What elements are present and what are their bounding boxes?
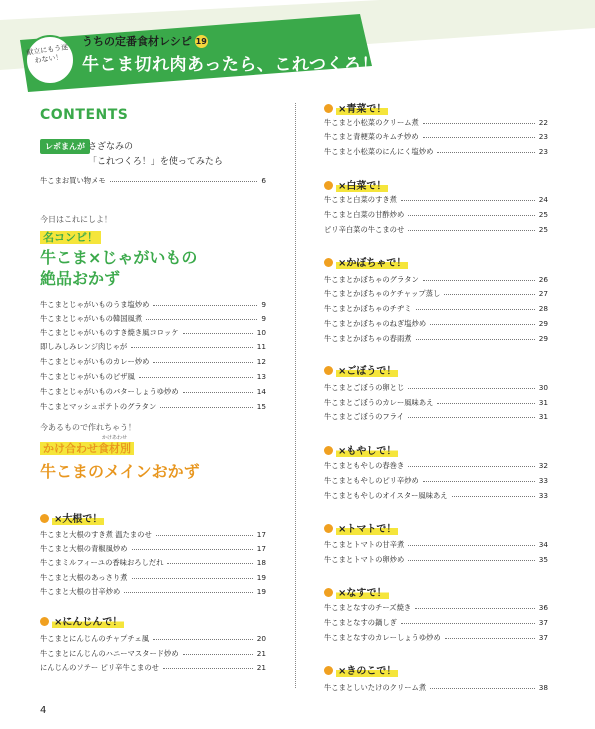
toc-entry-title: 牛こまと白菜の甘酢炒め bbox=[324, 210, 405, 219]
toc-entry-page: 32 bbox=[538, 461, 548, 470]
section1-small-heading bbox=[40, 229, 101, 245]
toc-entry-title: 牛こまとにんじんのハニーマスタード炒め bbox=[40, 649, 179, 658]
toc-entry-title: 牛こまと青梗菜のキムチ炒め bbox=[324, 132, 419, 141]
toc-entry-page: 29 bbox=[538, 319, 548, 328]
toc-entry[interactable] bbox=[40, 662, 266, 674]
toc-entry[interactable] bbox=[324, 274, 548, 286]
category-heading bbox=[324, 100, 388, 115]
category-heading bbox=[324, 177, 388, 192]
series-label: うちの定番食材レシピ bbox=[82, 35, 192, 48]
toc-entry[interactable] bbox=[324, 632, 548, 644]
toc-entry[interactable] bbox=[324, 682, 548, 694]
toc-entry-title: 牛こまと小松菜のにんにく塩炒め bbox=[324, 147, 434, 156]
toc-entry[interactable] bbox=[40, 327, 266, 339]
toc-entry[interactable] bbox=[324, 602, 548, 614]
toc-entry-title: 即しみしみレンジ肉じゃが bbox=[40, 342, 128, 351]
category-heading bbox=[324, 584, 389, 599]
toc-entry-page: 14 bbox=[256, 387, 266, 396]
section2-subtitle: 今あるもので作れちゃう！ bbox=[40, 423, 136, 432]
toc-entry-title: 牛こまとマッシュポテトのグラタン bbox=[40, 402, 157, 411]
toc-entry[interactable] bbox=[324, 303, 548, 315]
repo-line-2: 「これつくろ！」を使ってみたら bbox=[88, 157, 223, 167]
toc-entry-title: 牛こまとじゃがいものすき焼き風コロッケ bbox=[40, 328, 179, 337]
section2-small-label: かけ合わせ食材別 bbox=[40, 442, 134, 455]
toc-entry-page: 21 bbox=[256, 663, 266, 672]
toc-entry-page: 37 bbox=[538, 633, 548, 642]
toc-entry[interactable] bbox=[324, 397, 548, 409]
book-title: 牛こま切れ肉あったら、これつくろ！ bbox=[82, 55, 379, 75]
toc-entry-page: 9 bbox=[261, 300, 266, 309]
toc-entry-page: 23 bbox=[538, 147, 548, 156]
toc-entry-title: 牛こまとごぼうの卵とじ bbox=[324, 383, 405, 392]
toc-entry-title: 牛こまとごぼうのカレー風味あえ bbox=[324, 398, 434, 407]
toc-entry-title: 牛こまお買い物メモ bbox=[40, 176, 106, 185]
section2-small-heading bbox=[40, 440, 134, 456]
toc-entry-page: 37 bbox=[538, 618, 548, 627]
toc-entry[interactable] bbox=[324, 117, 548, 129]
category-heading bbox=[324, 254, 408, 269]
category-bullet-icon bbox=[324, 588, 333, 597]
toc-entry-title: 牛こまとかぼちゃのグラタン bbox=[324, 275, 419, 284]
category-label: ×にんじんで！ bbox=[52, 613, 124, 628]
toc-entry-title: 牛こまとごぼうのフライ bbox=[324, 412, 405, 421]
category-label: ×白菜で！ bbox=[336, 177, 388, 192]
toc-entry[interactable] bbox=[40, 557, 266, 569]
toc-entry-page: 13 bbox=[256, 372, 266, 381]
category-heading bbox=[324, 520, 398, 535]
section2-title: 牛こまのメインおかず bbox=[40, 462, 200, 481]
toc-entry[interactable] bbox=[40, 543, 266, 555]
category-bullet-icon bbox=[324, 446, 333, 455]
toc-entry-page: 33 bbox=[538, 491, 548, 500]
series-title bbox=[82, 33, 208, 49]
toc-entry-page: 27 bbox=[538, 289, 548, 298]
toc-entry-page: 25 bbox=[538, 225, 548, 234]
toc-entry-title: 牛こまともやしのオイスター風味あえ bbox=[324, 491, 448, 500]
toc-entry-title: ピリ辛白菜の牛こまのせ bbox=[324, 225, 405, 234]
toc-entry[interactable] bbox=[324, 288, 548, 300]
toc-entry-page: 10 bbox=[256, 328, 266, 337]
toc-entry[interactable] bbox=[324, 617, 548, 629]
toc-entry[interactable] bbox=[40, 341, 266, 353]
toc-entry[interactable] bbox=[40, 356, 266, 368]
toc-entry-page: 30 bbox=[538, 383, 548, 392]
toc-entry-title: 牛こまミルフィーユの香味おろしだれ bbox=[40, 558, 164, 567]
toc-entry-title: 牛こまとじゃがいものカレー炒め bbox=[40, 357, 150, 366]
toc-entry-page: 21 bbox=[256, 649, 266, 658]
toc-entry-title: 牛こまとかぼちゃのねぎ塩炒め bbox=[324, 319, 427, 328]
category-label: ×青菜で！ bbox=[336, 100, 388, 115]
toc-entry[interactable] bbox=[40, 299, 266, 311]
category-heading bbox=[324, 442, 398, 457]
toc-entry[interactable] bbox=[324, 475, 548, 487]
toc-entry[interactable] bbox=[324, 411, 548, 423]
toc-entry-title: 牛こまと大根の青椒風炒め bbox=[40, 544, 128, 553]
toc-entry-page: 35 bbox=[538, 555, 548, 564]
category-bullet-icon bbox=[324, 104, 333, 113]
contents-heading: CONTENTS bbox=[40, 107, 129, 123]
section1-title-1: 牛こま×じゃがいもの bbox=[40, 248, 198, 267]
category-heading bbox=[40, 510, 104, 525]
category-heading bbox=[324, 362, 398, 377]
toc-entry-title: 牛こまとじゃがいものピザ風 bbox=[40, 372, 135, 381]
toc-entry-title: 牛こまと大根のすき煮 温たまのせ bbox=[40, 530, 152, 539]
toc-entry-title: 牛こまとしいたけのクリーム煮 bbox=[324, 683, 427, 692]
toc-entry-title: 牛こまともやしの春巻き bbox=[324, 461, 405, 470]
section1-subtitle: 今日はこれにしよ！ bbox=[40, 215, 112, 224]
toc-entry-page: 23 bbox=[538, 132, 548, 141]
toc-entry-page: 6 bbox=[261, 176, 266, 185]
toc-entry[interactable] bbox=[40, 586, 266, 598]
category-heading bbox=[40, 613, 124, 628]
toc-entry-title: 牛こまとトマトの卵炒め bbox=[324, 555, 405, 564]
toc-entry[interactable] bbox=[324, 554, 548, 566]
toc-entry-title: 牛こまとかぼちゃの春雨煮 bbox=[324, 334, 412, 343]
toc-entry[interactable] bbox=[40, 648, 266, 660]
toc-entry[interactable] bbox=[324, 318, 548, 330]
toc-entry-page: 22 bbox=[538, 118, 548, 127]
toc-entry-title: 牛こまとにんじんのチャプチェ風 bbox=[40, 634, 150, 643]
category-label: ×大根で！ bbox=[52, 510, 104, 525]
toc-entry[interactable] bbox=[324, 460, 548, 472]
toc-entry[interactable] bbox=[324, 382, 548, 394]
section1-small-label: 名コンビ！ bbox=[40, 231, 101, 244]
header-tag: 献立にもう迷わない！ bbox=[25, 43, 69, 65]
section2-furigana: かけあわせ bbox=[102, 435, 128, 441]
toc-entry[interactable] bbox=[324, 333, 548, 345]
repo-line-1: さざなみの bbox=[88, 142, 134, 152]
category-bullet-icon bbox=[324, 524, 333, 533]
toc-entry[interactable] bbox=[40, 386, 266, 398]
category-heading bbox=[324, 662, 398, 677]
toc-entry-title: 牛こまとトマトの甘辛煮 bbox=[324, 540, 405, 549]
toc-entry[interactable] bbox=[40, 529, 266, 541]
toc-entry-title: 牛こまとじゃがいものうま塩炒め bbox=[40, 300, 150, 309]
toc-entry-page: 17 bbox=[256, 530, 266, 539]
toc-entry[interactable] bbox=[40, 633, 266, 645]
repo-badge: レポまんが bbox=[40, 139, 90, 154]
toc-entry-page: 24 bbox=[538, 195, 548, 204]
category-bullet-icon bbox=[40, 617, 49, 626]
toc-entry[interactable] bbox=[324, 539, 548, 551]
toc-entry-page: 19 bbox=[256, 587, 266, 596]
toc-entry[interactable] bbox=[324, 209, 548, 221]
toc-entry-page: 29 bbox=[538, 334, 548, 343]
toc-entry-title: 牛こまと白菜のすき煮 bbox=[324, 195, 397, 204]
toc-entry-page: 26 bbox=[538, 275, 548, 284]
toc-entry-shopping[interactable] bbox=[40, 175, 266, 187]
toc-entry-page: 17 bbox=[256, 544, 266, 553]
toc-entry-page: 38 bbox=[538, 683, 548, 692]
toc-entry-title: 牛こまとかぼちゃのケチャップ蒸し bbox=[324, 289, 441, 298]
toc-entry[interactable] bbox=[324, 490, 548, 502]
toc-entry-page: 33 bbox=[538, 476, 548, 485]
toc-entry-page: 18 bbox=[256, 558, 266, 567]
category-bullet-icon bbox=[40, 514, 49, 523]
category-label: ×きのこで！ bbox=[336, 662, 398, 677]
category-bullet-icon bbox=[324, 366, 333, 375]
toc-entry-page: 31 bbox=[538, 412, 548, 421]
toc-entry[interactable] bbox=[324, 224, 548, 236]
toc-entry-page: 15 bbox=[256, 402, 266, 411]
column-divider bbox=[295, 103, 296, 688]
category-label: ×ごぼうで！ bbox=[336, 362, 398, 377]
toc-entry[interactable] bbox=[324, 194, 548, 206]
category-label: ×かぼちゃで！ bbox=[336, 254, 408, 269]
toc-entry-page: 25 bbox=[538, 210, 548, 219]
toc-entry[interactable] bbox=[324, 146, 548, 158]
category-label: ×なすで！ bbox=[336, 584, 389, 599]
toc-entry-page: 31 bbox=[538, 398, 548, 407]
toc-entry-title: 牛こまとなすのチーズ焼き bbox=[324, 603, 412, 612]
category-bullet-icon bbox=[324, 181, 333, 190]
section1-title-2: 絶品おかず bbox=[40, 269, 121, 288]
toc-entry-page: 12 bbox=[256, 357, 266, 366]
toc-entry-page: 9 bbox=[261, 314, 266, 323]
toc-entry-title: 牛こまとなすのカレーしょうゆ炒め bbox=[324, 633, 441, 642]
category-label: ×トマトで！ bbox=[336, 520, 398, 535]
toc-entry-page: 28 bbox=[538, 304, 548, 313]
header-banner bbox=[0, 0, 595, 96]
toc-entry-title: 牛こまとじゃがいものバターしょうゆ炒め bbox=[40, 387, 179, 396]
toc-entry-title: 牛こまと小松菜のクリーム煮 bbox=[324, 118, 419, 127]
series-number: 19 bbox=[195, 37, 207, 46]
page-number: 4 bbox=[40, 705, 47, 716]
toc-entry-title: 牛こまとなすの鍋しぎ bbox=[324, 618, 397, 627]
toc-entry-title: 牛こまと大根のあっさり煮 bbox=[40, 573, 128, 582]
toc-entry-page: 20 bbox=[256, 634, 266, 643]
category-label: ×もやしで！ bbox=[336, 442, 398, 457]
toc-entry-page: 19 bbox=[256, 573, 266, 582]
toc-entry-title: 牛こまと大根の甘辛炒め bbox=[40, 587, 121, 596]
toc-entry-page: 36 bbox=[538, 603, 548, 612]
toc-entry[interactable] bbox=[40, 401, 266, 413]
toc-entry-title: にんじんのソテー ピリ辛牛こまのせ bbox=[40, 663, 159, 672]
toc-entry[interactable] bbox=[40, 313, 266, 325]
category-bullet-icon bbox=[324, 666, 333, 675]
toc-entry[interactable] bbox=[324, 131, 548, 143]
toc-entry-title: 牛こまとじゃがいもの韓国風煮 bbox=[40, 314, 143, 323]
toc-entry[interactable] bbox=[40, 371, 266, 383]
toc-entry-page: 34 bbox=[538, 540, 548, 549]
toc-entry-title: 牛こまともやしのピリ辛炒め bbox=[324, 476, 419, 485]
toc-entry-page: 11 bbox=[256, 342, 266, 351]
toc-entry-title: 牛こまとかぼちゃのチヂミ bbox=[324, 304, 412, 313]
toc-entry[interactable] bbox=[40, 572, 266, 584]
category-bullet-icon bbox=[324, 258, 333, 267]
